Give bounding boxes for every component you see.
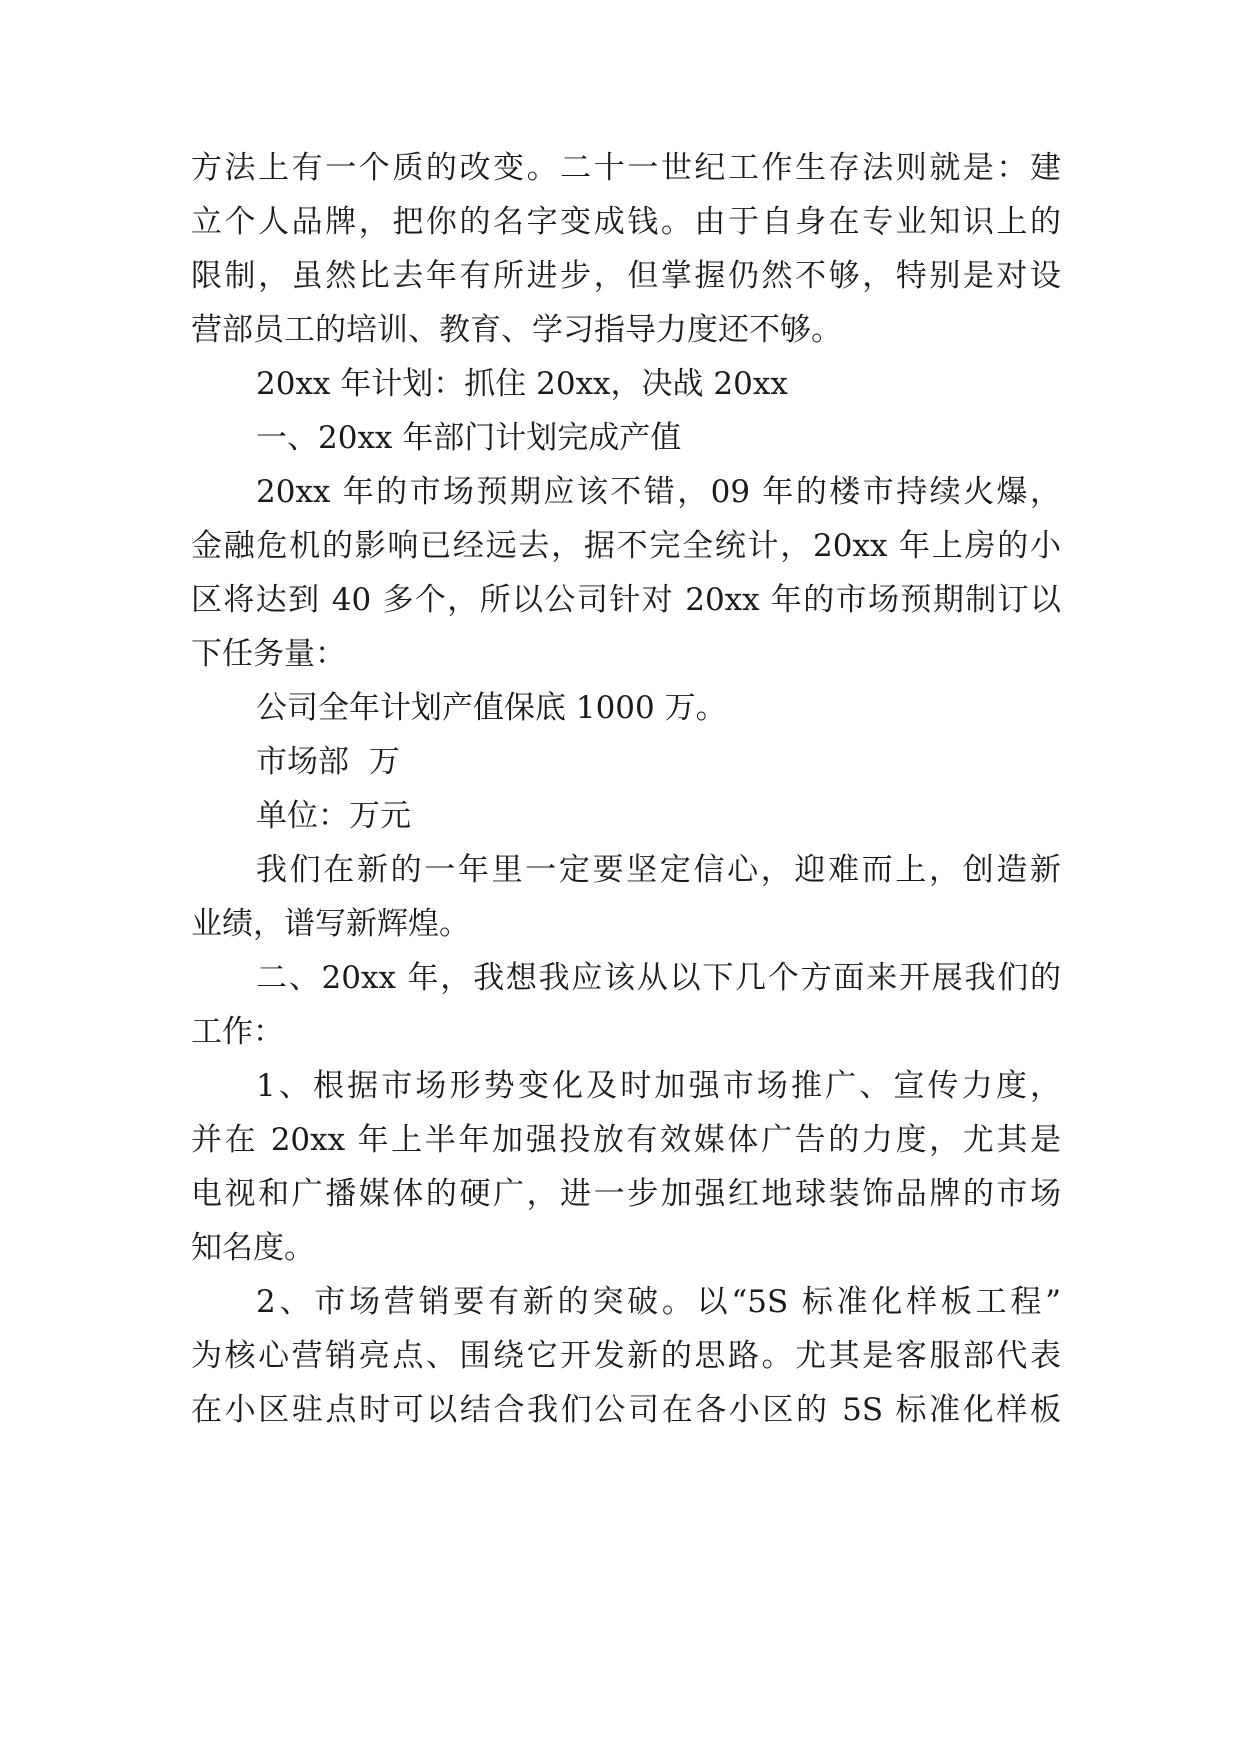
text-line: 金融危机的影响已经远去，据不完全统计，20xx 年上房的小 xyxy=(191,528,1061,564)
text-line: 在小区驻点时可以结合我们公司在各小区的 5S 标准化样板 xyxy=(191,1392,1061,1428)
section-heading: 一、20xx 年部门计划完成产值 xyxy=(256,420,682,456)
text-line: 20xx 年的市场预期应该不错，09 年的楼市持续火爆， xyxy=(256,474,1061,510)
text-line: 电视和广播媒体的硬广，进一步加强红地球装饰品牌的市场 xyxy=(191,1176,1061,1212)
text-line: 单位：万元 xyxy=(256,798,411,834)
text-line: 业绩，谱写新辉煌。 xyxy=(191,906,470,942)
text-line: 公司全年计划产值保底 1000 万。 xyxy=(256,690,727,726)
text-line: 下任务量： xyxy=(191,636,346,672)
text-line: 知名度。 xyxy=(191,1230,315,1266)
text-line: 并在 20xx 年上半年加强投放有效媒体广告的力度，尤其是 xyxy=(191,1122,1061,1158)
text-line: 立个人品牌，把你的名字变成钱。由于自身在专业知识上的 xyxy=(191,204,1061,240)
list-item: 1、根据市场形势变化及时加强市场推广、宣传力度， xyxy=(256,1068,1061,1104)
text-line: 我们在新的一年里一定要坚定信心，迎难而上，创造新 xyxy=(256,852,1061,888)
text-line: 营部员工的培训、教育、学习指导力度还不够。 xyxy=(191,312,842,348)
text-line: 方法上有一个质的改变。二十一世纪工作生存法则就是：建 xyxy=(191,150,1061,186)
list-item: 2、市场营销要有新的突破。以“5S 标准化样板工程” xyxy=(256,1284,1061,1320)
text-line: 20xx 年计划：抓住 20xx，决战 20xx xyxy=(256,366,788,402)
text-line: 区将达到 40 多个，所以公司针对 20xx 年的市场预期制订以 xyxy=(191,582,1061,618)
text-line: 限制，虽然比去年有所进步，但掌握仍然不够，特别是对设 xyxy=(191,258,1061,294)
text-line: 为核心营销亮点、围绕它开发新的思路。尤其是客服部代表 xyxy=(191,1338,1061,1374)
section-heading: 二、20xx 年，我想我应该从以下几个方面来开展我们的 xyxy=(256,960,1061,996)
text-line: 工作： xyxy=(191,1014,284,1050)
text-line: 市场部 万 xyxy=(256,744,400,780)
